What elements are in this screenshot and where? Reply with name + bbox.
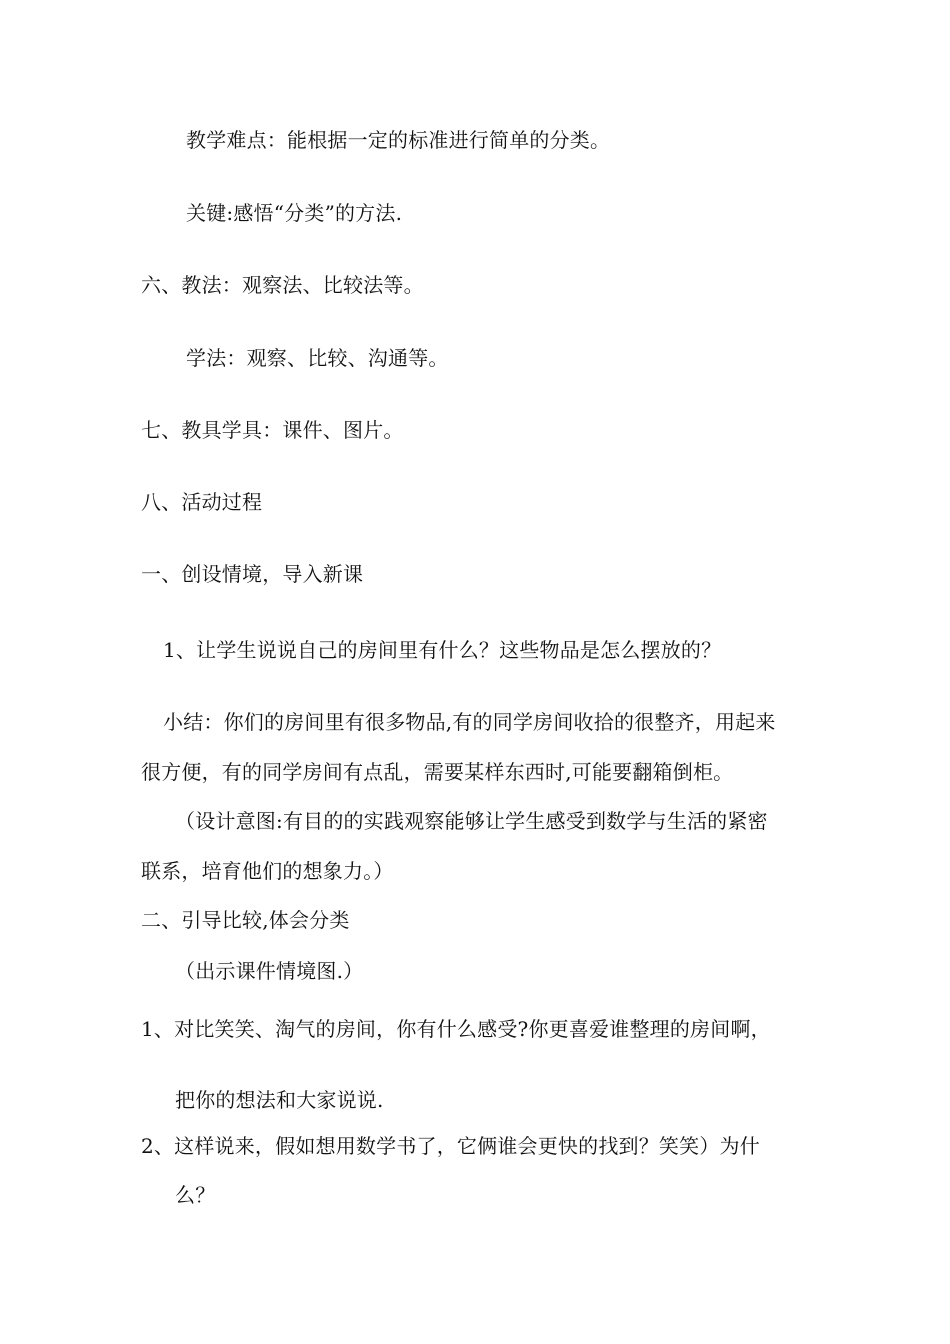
compare-rooms-line-1: 1、对比笑笑、淘气的房间，你有什么感受?你更喜爱谁整理的房间啊， [141,1017,771,1041]
section-one-heading: 一、创设情境，导入新课 [141,562,364,586]
section-two-heading: 二、引导比较,体会分类 [141,908,350,932]
teaching-aids-heading: 七、教具学具：课件、图片。 [141,418,404,442]
teaching-method-heading: 六、教法：观察法、比较法等。 [141,273,424,297]
activity-process-heading: 八、活动过程 [141,490,263,514]
compare-rooms-line-2: 把你的想法和大家说说. [175,1088,384,1112]
math-book-question-line-1: 2、这样说来，假如想用数学书了，它俩谁会更快的找到？笑笑）为什 [141,1134,760,1158]
key-point-line: 关键:感悟“分类”的方法. [186,201,403,225]
design-intent-line-1: （设计意图:有目的的实践观察能够让学生感受到数学与生活的紧密 [175,809,768,833]
difficulty-line: 教学难点：能根据一定的标准进行简单的分类。 [186,128,611,152]
summary-line-2: 很方便，有的同学房间有点乱，需要某样东西时,可能要翻箱倒柜。 [141,760,734,784]
summary-line-1: 小结：你们的房间里有很多物品,有的同学房间收拾的很整齐，用起来 [163,710,776,734]
show-courseware-line: （出示课件情境图.） [175,959,364,983]
question-one-line: 1、让学生说说自己的房间里有什么？这些物品是怎么摆放的？ [163,638,722,662]
learning-method-line: 学法：观察、比较、沟通等。 [186,346,449,370]
math-book-question-line-2: 么？ [175,1183,216,1207]
design-intent-line-2: 联系，培育他们的想象力。） [141,859,394,883]
